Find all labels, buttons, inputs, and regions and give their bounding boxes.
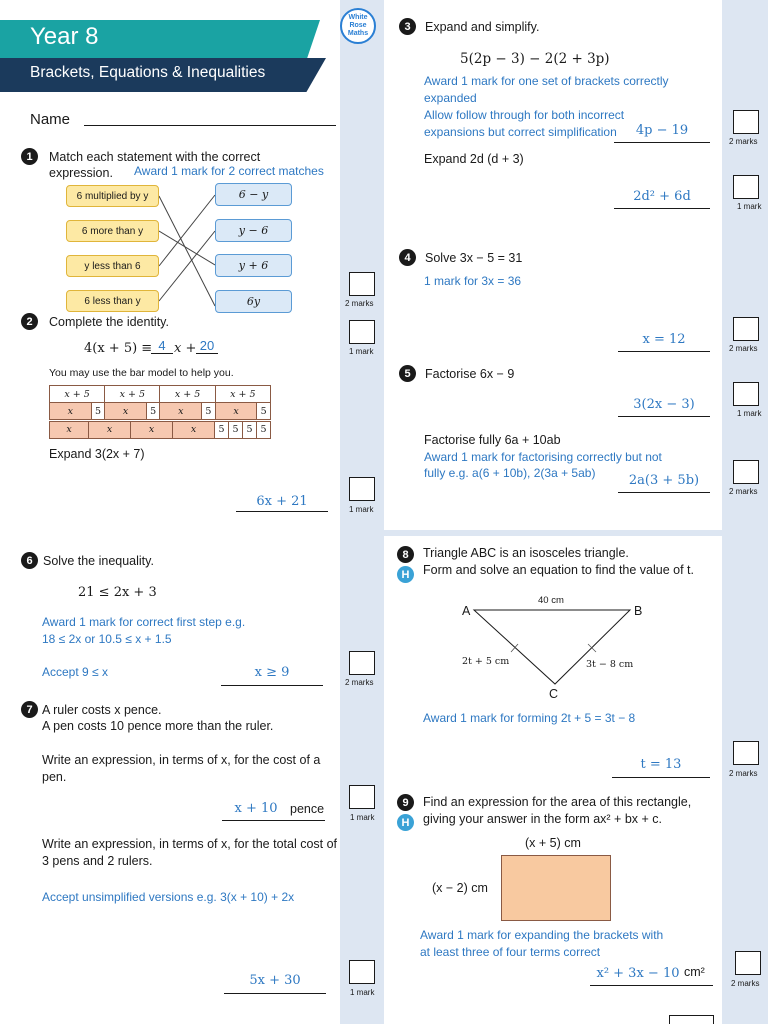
q6-award2: 18 ≤ 2x or 10.5 ≤ x + 1.5	[42, 632, 172, 646]
q9-mark-box[interactable]	[735, 951, 761, 975]
q3a-marks: 2 marks	[729, 137, 758, 146]
q7b-marks: 1 mark	[350, 988, 375, 997]
q5-answer2-line	[618, 492, 710, 493]
bar-cell: 5	[257, 403, 271, 420]
q9-award2: at least three of four terms correct	[420, 945, 601, 959]
q2-mid: x +	[174, 341, 197, 356]
q6-mark-box[interactable]	[349, 651, 375, 675]
bar-cell: x	[131, 421, 173, 439]
q8-line1: Triangle ABC is an isosceles triangle.	[423, 546, 629, 560]
q4-prompt: Solve 3x − 5 = 31	[425, 251, 523, 265]
q6-prompt: Solve the inequality.	[43, 554, 154, 568]
q7-answer1: x + 10	[234, 801, 278, 816]
q6-number: 6	[21, 552, 38, 569]
q2-prompt: Complete the identity.	[49, 315, 169, 329]
q9-award1: Award 1 mark for expanding the brackets with	[420, 928, 664, 942]
q1-left-1[interactable]: 6 multiplied by y	[66, 185, 159, 207]
q8-mark-box[interactable]	[733, 741, 759, 765]
right-strip	[722, 0, 768, 1024]
q5b-marks: 2 marks	[729, 487, 758, 496]
q7a-marks: 1 mark	[350, 813, 375, 822]
q9-width-label: (x + 5) cm	[525, 836, 581, 850]
q3-answer2-line	[614, 208, 710, 209]
q9-number: 9	[397, 794, 414, 811]
q5-answer2: 2a(3 + 5b)	[628, 473, 700, 488]
q5-award1: Award 1 mark for factorising correctly but not	[424, 450, 662, 464]
bar-cell: 5	[243, 421, 257, 439]
q2a-marks: 1 mark	[349, 347, 374, 356]
bar-cell: x	[173, 421, 215, 439]
q5-prompt: Factorise 6x − 9	[425, 367, 515, 381]
q9-line1: Find an expression for the area of this rectangle,	[423, 795, 692, 809]
q3-number: 3	[399, 18, 416, 35]
bar-cell: x + 5	[215, 386, 270, 403]
q3-prompt2: Expand 2d (d + 3)	[424, 152, 524, 166]
logo	[340, 8, 376, 44]
q1-right-2[interactable]: y − 6	[215, 219, 292, 242]
q2-bar-model	[49, 385, 271, 420]
q1-right-4[interactable]: 6y	[215, 290, 292, 313]
bar-cell: x	[160, 403, 202, 420]
q7-accept: Accept unsimplified versions e.g. 3(x + 10) + 2x	[42, 890, 295, 904]
q3b-marks: 1 mark	[737, 202, 762, 211]
q7a-mark-box[interactable]	[349, 785, 375, 809]
q3-award2: Allow follow through for both incorrect expansions but correct simplification	[424, 108, 625, 139]
q8-side-ac: 2t + 5 cm	[462, 656, 510, 667]
q2-bar-row3	[49, 421, 271, 439]
q8-higher-badge: H	[397, 566, 414, 583]
q3-prompt: Expand and simplify.	[425, 20, 540, 34]
q8-label-a: A	[462, 604, 471, 618]
q4-award: 1 mark for 3x = 36	[424, 274, 522, 288]
q5b-mark-box[interactable]	[733, 460, 759, 484]
bar-cell: 5	[91, 403, 105, 420]
q5-answer1: 3(2x − 3)	[633, 397, 695, 412]
q2-blank2[interactable]: 20	[196, 338, 218, 354]
q6-inequality: 21 ≤ 2x + 3	[78, 585, 157, 600]
q9-unit: cm²	[684, 965, 705, 979]
q8-line2: Form and solve an equation to find the value of t.	[423, 563, 695, 577]
q5a-mark-box[interactable]	[733, 382, 759, 406]
q2-expand-prompt: Expand 3(2x + 7)	[49, 447, 145, 461]
q5a-marks: 1 mark	[737, 409, 762, 418]
q7-unit1: pence	[290, 802, 325, 816]
q2b-marks: 1 mark	[349, 505, 374, 514]
q2-expand-answer: 6x + 21	[256, 494, 308, 509]
q3-expression: 5(2p − 3) − 2(2 + 3p)	[460, 51, 610, 67]
q5-award2: fully e.g. a(6 + 10b), 2(3a + 5ab)	[424, 466, 596, 480]
q9-answer: x² + 3x − 10	[596, 966, 680, 981]
q1-right-3[interactable]: y + 6	[215, 254, 292, 277]
q4-answer-line	[618, 351, 710, 352]
q4-answer: x = 12	[642, 332, 686, 347]
q1-marks: 2 marks	[345, 299, 374, 308]
q8-answer-line	[612, 777, 710, 778]
q1-right-1[interactable]: 6 − y	[215, 183, 292, 206]
q3b-mark-box[interactable]	[733, 175, 759, 199]
q8-number: 8	[397, 546, 414, 563]
q9-height-label: (x − 2) cm	[432, 881, 488, 895]
q7-number: 7	[21, 701, 38, 718]
q7-prompt1: Write an expression, in terms of x, for the cost of a pen.	[42, 753, 321, 784]
q2b-mark-box[interactable]	[349, 477, 375, 501]
bar-cell: x	[89, 421, 131, 439]
q1-prompt: Match each statement with the correct expression.	[49, 150, 261, 180]
q3-answer2: 2d² + 6d	[633, 189, 691, 204]
q2-bar-hint: You may use the bar model to help you.	[49, 367, 234, 379]
bar-cell: 5	[229, 421, 243, 439]
q6-accept: Accept 9 ≤ x	[42, 665, 108, 679]
q7b-mark-box[interactable]	[349, 960, 375, 984]
q5-prompt2: Factorise fully 6a + 10ab	[424, 433, 561, 447]
q1-number: 1	[21, 148, 38, 165]
bar-cell: x + 5	[105, 386, 160, 403]
q8-label-c: C	[549, 687, 559, 701]
q8-label-b: B	[634, 604, 643, 618]
q2a-mark-box[interactable]	[349, 320, 375, 344]
bar-cell: x	[105, 403, 147, 420]
logo-text: White Rose Maths	[347, 14, 369, 37]
q7-line2: A pen costs 10 pence more than the ruler.	[42, 719, 274, 733]
q6-answer-line	[221, 685, 323, 686]
bar-cell: x + 5	[50, 386, 105, 403]
bar-cell: 5	[202, 403, 216, 420]
q7-answer1-line	[222, 820, 325, 821]
q1-left-2[interactable]: 6 more than y	[66, 220, 159, 242]
name-label: Name	[30, 111, 71, 128]
bar-cell: x	[215, 403, 257, 420]
q4-mark-box[interactable]	[733, 317, 759, 341]
q6-marks: 2 marks	[345, 678, 374, 687]
q9-line2: giving your answer in the form ax² + bx + c.	[423, 812, 662, 826]
q2-answer-line	[236, 511, 328, 512]
q1-match-lines	[159, 180, 215, 320]
q9-answer-line	[590, 985, 713, 986]
q3-award1: Award 1 mark for one set of brackets correctly expanded	[424, 74, 669, 105]
q8-triangle	[470, 600, 643, 690]
q4-marks: 2 marks	[729, 344, 758, 353]
q2-blank1[interactable]: 4	[151, 338, 173, 354]
q2-lhs: 4(x + 5) ≡	[84, 341, 153, 356]
q5-number: 5	[399, 365, 416, 382]
next-page-box	[669, 1015, 714, 1024]
q3-answer1: 4p − 19	[635, 123, 689, 138]
q4-number: 4	[399, 249, 416, 266]
bar-cell: 5	[257, 421, 271, 439]
q1-left-4[interactable]: 6 less than y	[66, 290, 159, 312]
bar-cell: x	[49, 421, 89, 439]
q1-mark-box[interactable]	[349, 272, 375, 296]
q7-answer2: 5x + 30	[249, 973, 301, 988]
q2-number: 2	[21, 313, 38, 330]
q9-rectangle	[501, 855, 611, 921]
bar-cell: x + 5	[160, 386, 215, 403]
q3a-mark-box[interactable]	[733, 110, 759, 134]
q6-award1: Award 1 mark for correct first step e.g.	[42, 615, 246, 629]
q8-marks: 2 marks	[729, 769, 758, 778]
q7-answer2-line	[224, 993, 326, 994]
q8-answer: t = 13	[640, 757, 682, 772]
bar-cell: 5	[146, 403, 160, 420]
q9-marks: 2 marks	[731, 979, 760, 988]
q7-line1: A ruler costs x pence.	[42, 703, 162, 717]
q5-answer1-line	[618, 416, 710, 417]
q8-side-ab: 40 cm	[538, 595, 564, 606]
bar-cell: 5	[215, 421, 229, 439]
q7-prompt2: Write an expression, in terms of x, for the total cost of 3 pens and 2 rulers.	[42, 837, 338, 868]
bar-cell: x	[50, 403, 92, 420]
q1-award: Award 1 mark for 2 correct matches	[134, 164, 324, 178]
q6-answer: x ≥ 9	[254, 665, 290, 680]
year-title: Year 8	[30, 23, 99, 50]
q1-left-3[interactable]: y less than 6	[66, 255, 159, 277]
q8-award: Award 1 mark for forming 2t + 5 = 3t − 8	[423, 711, 636, 725]
q3-answer1-line	[614, 142, 710, 143]
subtitle: Brackets, Equations & Inequalities	[30, 64, 266, 81]
q8-side-bc: 3t − 8 cm	[586, 659, 634, 670]
name-line[interactable]	[84, 125, 336, 126]
q9-higher-badge: H	[397, 814, 414, 831]
